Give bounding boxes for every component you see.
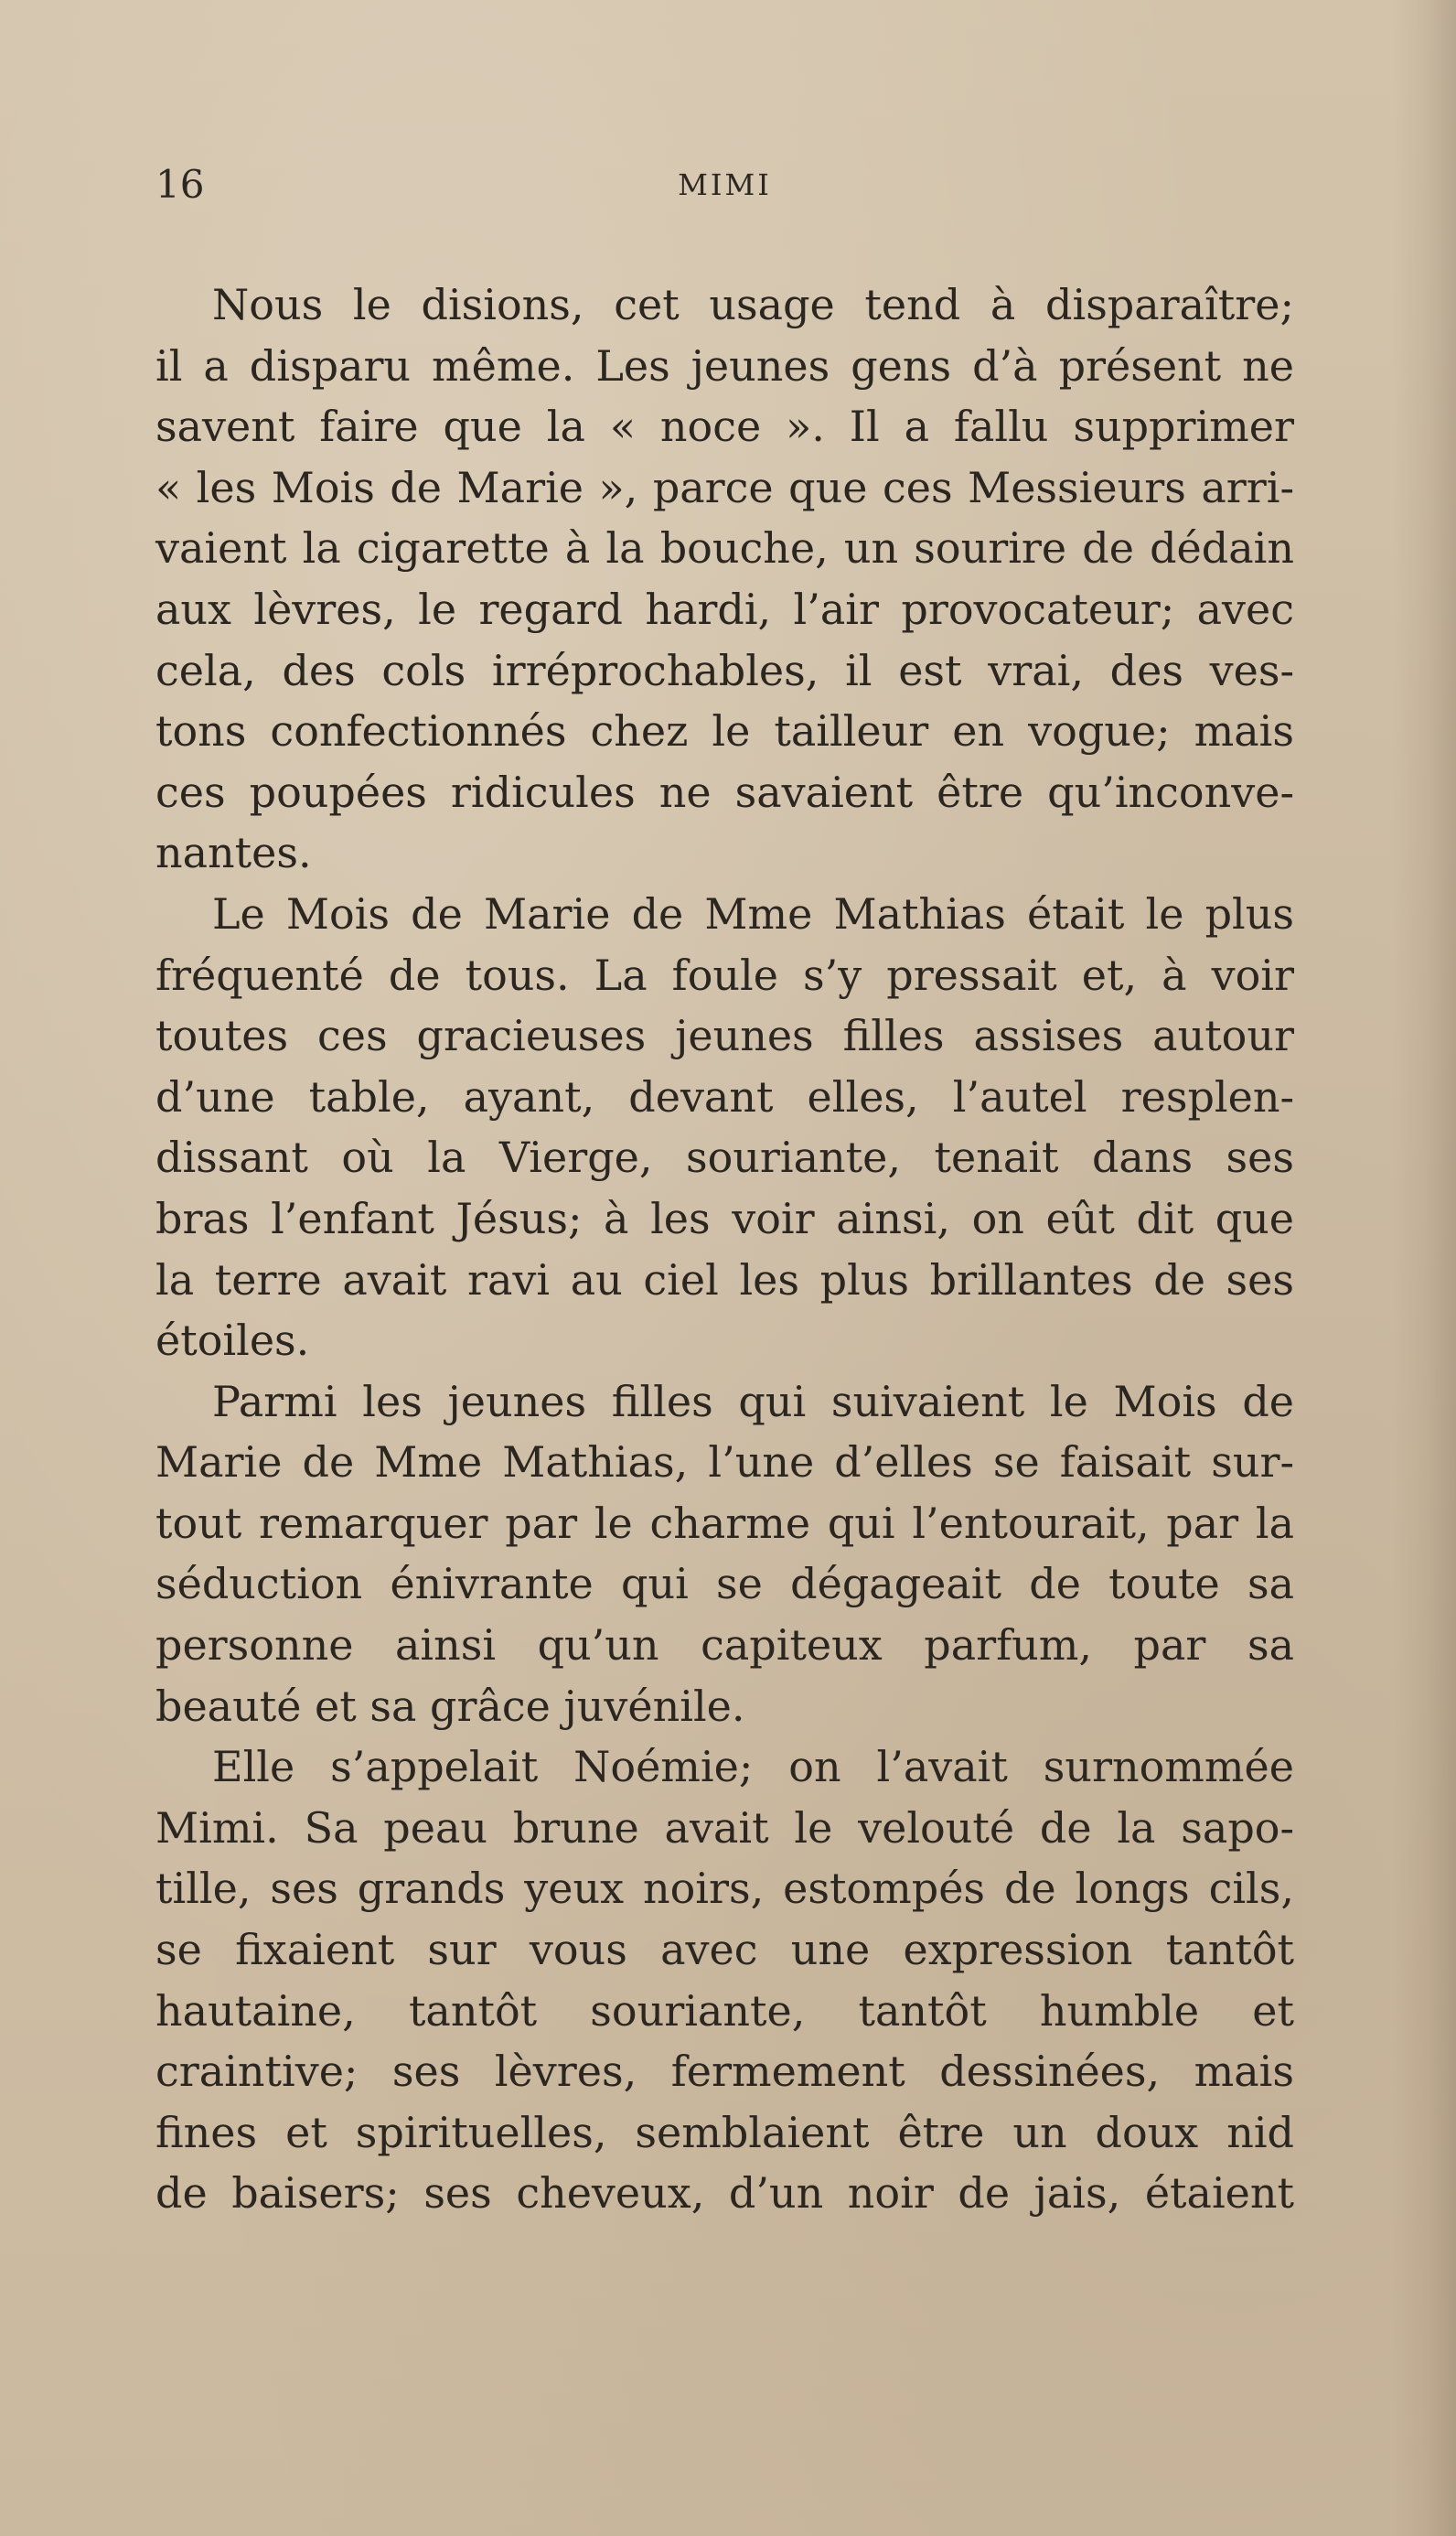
body-text — [155, 274, 1294, 2224]
text-line: étoiles. — [155, 1316, 310, 1366]
paragraph — [155, 884, 1294, 1371]
paragraph — [155, 274, 1294, 884]
text-line: beauté et sa grâce juvénile. — [155, 1681, 745, 1731]
page-header — [155, 157, 1294, 212]
text-line: aux lèvres, le regard hardi, l’air provocateur; avec — [155, 584, 1294, 634]
text-line: il a disparu même. Les jeunes gens d’à présent ne — [155, 340, 1294, 391]
text-line: Le Mois de Marie de Mme Mathias était le plus — [212, 888, 1294, 939]
text-line: bras l’enfant Jésus; à les voir ainsi, on eût dit que — [155, 1193, 1294, 1243]
text-line: cela, des cols irréprochables, il est vrai, des ves- — [155, 645, 1294, 695]
text-line: nantes. — [155, 828, 312, 878]
text-line: fines et spirituelles, semblaient être un doux nid — [155, 2107, 1294, 2157]
text-line: Marie de Mme Mathias, l’une d’elles se faisait sur- — [155, 1437, 1294, 1488]
text-line: Elle s’appelait Noémie; on l’avait surnommée — [212, 1742, 1294, 1792]
text-line: de baisers; ses cheveux, d’un noir de jais, étaient — [155, 2168, 1294, 2219]
page-number: 16 — [155, 162, 205, 207]
text-line: savent faire que la « noce ». Il a fallu supprimer — [155, 402, 1294, 452]
text-line: hautaine, tantôt souriante, tantôt humble et — [155, 1985, 1294, 2036]
text-line: la terre avait ravi au ciel les plus brillantes de ses — [155, 1254, 1294, 1305]
text-line: « les Mois de Marie », parce que ces Messieurs arri- — [155, 462, 1294, 512]
text-line: tout remarquer par le charme qui l’entourait, par la — [155, 1498, 1294, 1548]
text-line: craintive; ses lèvres, fermement dessinées, mais — [155, 2047, 1294, 2097]
paragraph — [155, 1736, 1294, 2224]
text-line: dissant où la Vierge, souriante, tenait dans ses — [155, 1133, 1294, 1183]
paragraph — [155, 1371, 1294, 1737]
page-edge-shadow — [1392, 0, 1456, 2536]
text-line: d’une table, ayant, devant elles, l’autel resplen- — [155, 1071, 1294, 1122]
text-line: personne ainsi qu’un capiteux parfum, par sa — [155, 1620, 1294, 1671]
text-line: Parmi les jeunes filles qui suivaient le Mois de — [212, 1376, 1294, 1426]
text-line: séduction énivrante qui se dégageait de toute sa — [155, 1559, 1294, 1609]
text-line: se fixaient sur vous avec une expression tantôt — [155, 1925, 1294, 1975]
text-line: tille, ses grands yeux noirs, estompés de longs cils, — [155, 1864, 1294, 1914]
text-line: ces poupées ridicules ne savaient être qu’inconve- — [155, 767, 1294, 817]
text-line: fréquenté de tous. La foule s’y pressait et, à voir — [155, 950, 1294, 1000]
text-line: vaient la cigarette à la bouche, un sourire de dédain — [155, 523, 1294, 574]
running-title: MIMI — [678, 167, 772, 202]
text-line: toutes ces gracieuses jeunes filles assises autour — [155, 1011, 1294, 1061]
text-line: Mimi. Sa peau brune avait le velouté de la sapo- — [155, 1802, 1294, 1853]
text-line: tons confectionnés chez le tailleur en vogue; mais — [155, 706, 1294, 757]
text-line: Nous le disions, cet usage tend à disparaître; — [212, 280, 1294, 329]
